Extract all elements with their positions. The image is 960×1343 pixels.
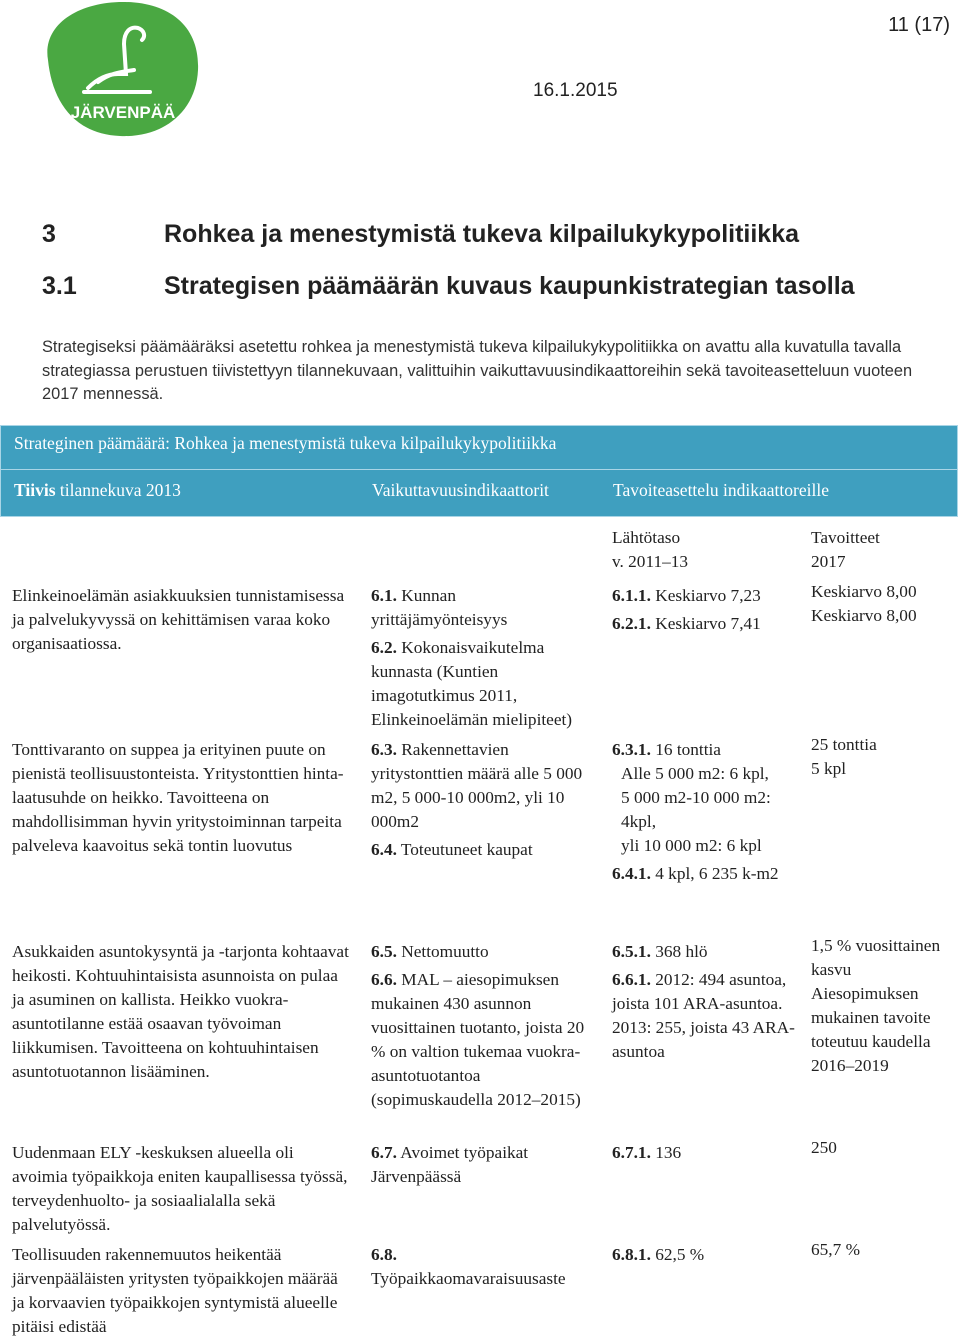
table-header-row <box>0 470 958 517</box>
table-row-1-baseline: 6.1.1. Keskiarvo 7,23 6.2.1. Keskiarvo 7,41 <box>612 586 761 633</box>
table-row-2-baseline: 6.3.1. 16 tonttia Alle 5 000 m2: 6 kpl, 5 000 m2-10 000 m2: 4kpl, yli 10 000 m2: 6 kpl 6.4.1. 4 kpl, 6 235 k-m2 <box>612 740 779 883</box>
table-row-2-targets: 25 tonttia 5 kpl <box>811 735 877 778</box>
table-row-4-baseline: 6.7.1. 136 <box>612 1143 682 1162</box>
table-row-3-situation: Asukkaiden asuntokysyntä ja -tarjonta kohtaavat heikosti. Kohtuuhintaisista asunnoista on pulaa ja asuminen on kallista. Heikko vuokra-asuntotilanne estää osaavan työvoiman liikkumisen. Tavoitteena on kohtuuhintaisen asuntotuotannon lisääminen. <box>12 942 349 1081</box>
table-row-5-situation: Teollisuuden rakennemuutos heikentää järvenpääläisten yritysten työpaikkojen määrää ja korvaavien työpaikkojen syntymistä alueelle pitäisi edistää <box>12 1245 338 1336</box>
table-row-4-situation: Uudenmaan ELY -keskuksen alueella oli avoimia työpaikkoja eniten kaupallisessa työssä, terveydenhuolto- ja sosiaalialalla sekä palvelutyössä. <box>12 1143 348 1234</box>
logo-text: JÄRVENPÄÄ <box>70 103 176 122</box>
table-row-1-situation: Elinkeinoelämän asiakkuuksien tunnistamisessa ja palvelukyvyssä on kehittämisen varaa koko organisaatiossa. <box>12 586 345 653</box>
col-header-indicators: Vaikuttavuusindikaattorit <box>372 480 549 500</box>
col-header-situation: Tiivis tilannekuva 2013 <box>14 480 181 500</box>
heading-1: Rohkea ja menestymistä tukeva kilpailukykypolitiikka <box>164 220 800 248</box>
table-row-4-indicators: 6.7. Avoimet työpaikat Järvenpäässä <box>371 1143 529 1186</box>
table-row-5-indicators: 6.8. Työpaikkaomavaraisuusaste <box>371 1245 566 1288</box>
table-row-5-targets: 65,7 % <box>811 1240 860 1259</box>
table-row-2-situation: Tonttivaranto on suppea ja erityinen puute on pienistä teollisuustonteista. Yritystonttien hinta-laatusuhde on heikko. Tavoitteena on mahdollisimman hyvin yritystoiminnan tarpeita palveleva kaavoitus sekä tontin luovutus <box>12 740 344 855</box>
heading-1-number: 3 <box>42 220 56 248</box>
table-row-1-indicators: 6.1. Kunnan yrittäjämyönteisyys 6.2. Kokonaisvaikutelma kunnasta (Kuntien imagotutkimus 2011, Elinkeinoelämän mielipiteet) <box>371 586 573 729</box>
table-row-3-indicators: 6.5. Nettomuutto 6.6. MAL – aiesopimuksen mukainen 430 asunnon vuosittainen tuotanto, joista 20 % on valtion tukemaa vuokra-asuntotuotantoa (sopimuskaudella 2012–2015) <box>371 942 585 1109</box>
table-row-2-indicators: 6.3. Rakennettavien yritystonttien määrä alle 5 000 m2, 5 000-10 000m2, yli 10 000m2 6.4. Toteutuneet kaupat <box>371 740 583 859</box>
document-date: 16.1.2015 <box>533 80 618 101</box>
table-row-1-targets: Keskiarvo 8,00 Keskiarvo 8,00 <box>811 582 917 625</box>
page-number: 11 (17) <box>888 14 950 36</box>
table-row-5-baseline: 6.8.1. 62,5 % <box>612 1245 705 1264</box>
strategic-goal-row: Strateginen päämäärä: Rohkea ja menestymistä tukeva kilpailukykypolitiikka <box>0 425 958 470</box>
intro-paragraph: Strategiseksi päämääräksi asetettu rohkea ja menestymistä tukeva kilpailukykypolitiikka on avattu alla kuvatulla tavalla strategiassa perustuen tiivistettyyn tilannekuvaan, valittuihin vaikuttavuusindikaattoreihin sekä tavoiteasetteluun vuoteen 2017 mennessä. <box>42 338 913 403</box>
subheader-baseline: Lähtötaso v. 2011–13 <box>612 528 689 571</box>
subheader-targets: Tavoitteet 2017 <box>811 528 880 571</box>
heading-2-number: 3.1 <box>42 272 77 300</box>
table-row-4-targets: 250 <box>811 1138 837 1157</box>
col-header-targets: Tavoiteasettelu indikaattoreille <box>613 480 829 500</box>
table-row-3-targets: 1,5 % vuosittainen kasvu Aiesopimuksen mukainen tavoite toteutuu kaudella 2016–2019 <box>811 936 941 1075</box>
logo-shape <box>38 0 204 140</box>
heading-2: Strategisen päämäärän kuvaus kaupunkistrategian tasolla <box>164 272 855 300</box>
table-row-3-baseline: 6.5.1. 368 hlö 6.6.1. 2012: 494 asuntoa, joista 101 ARA-asuntoa. 2013: 255, joista 43 ARA-asuntoa <box>612 942 795 1061</box>
jarvenpaa-logo <box>38 0 204 140</box>
